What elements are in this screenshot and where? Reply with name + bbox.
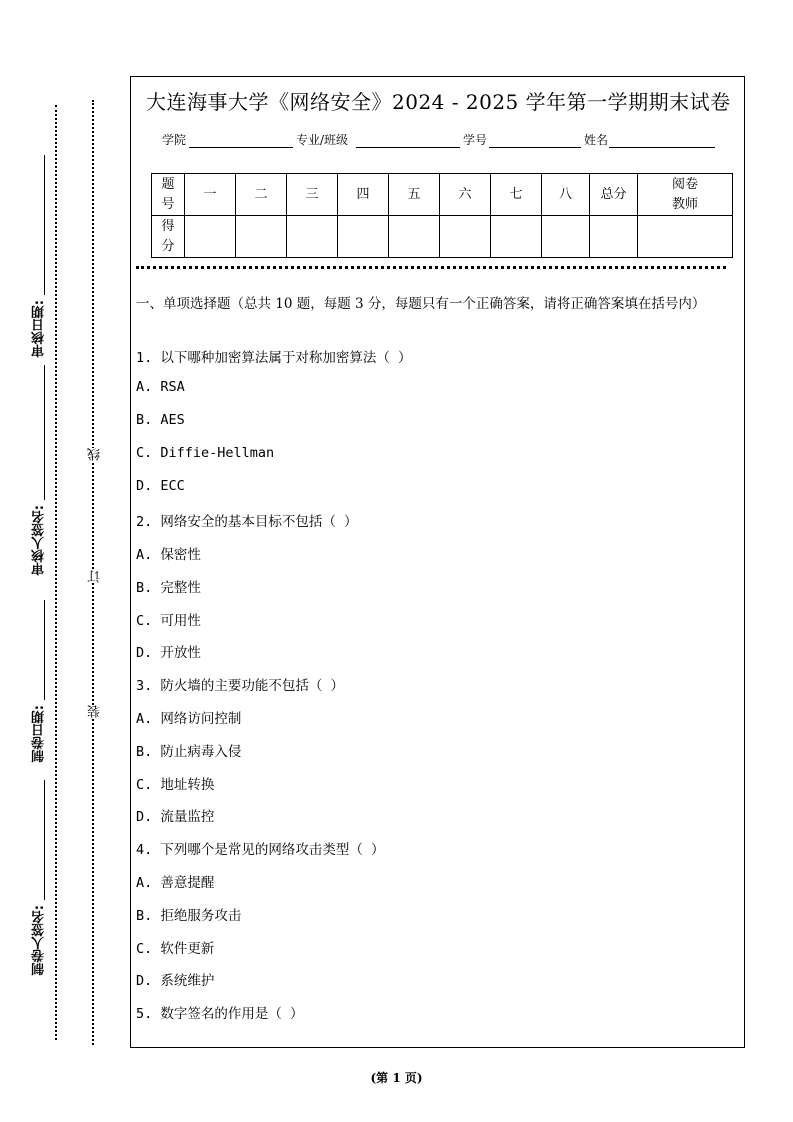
score-table	[151, 173, 733, 258]
column-3: 三	[287, 174, 338, 216]
score-cell-5[interactable]	[389, 216, 440, 258]
college-field[interactable]	[189, 147, 293, 148]
review-date-line	[44, 155, 45, 295]
question-line: 1. 以下哪种加密算法属于对称加密算法（ ）	[136, 350, 412, 366]
option-line: A. 网络访问控制	[136, 711, 242, 727]
question-line: 4. 下列哪个是常见的网络攻击类型（ ）	[136, 842, 385, 858]
score-cell-total[interactable]	[590, 216, 638, 258]
option-line: B. 防止病毒入侵	[136, 744, 242, 760]
column-7: 七	[491, 174, 542, 216]
column-2: 二	[236, 174, 287, 216]
option-line: C. 可用性	[136, 613, 201, 629]
make-date-label: 制卷日期:	[32, 705, 47, 763]
column-5: 五	[389, 174, 440, 216]
section-heading: 一、单项选择题（总共 10 题，每题 3 分，每题只有一个正确答案，请将正确答案填在括号内）	[136, 296, 706, 312]
student-id-label: 学号	[463, 133, 488, 147]
grader-label: 阅卷 教师	[638, 174, 733, 216]
option-line: C. 地址转换	[136, 777, 215, 793]
mount-char: 装	[88, 705, 103, 718]
column-total: 总分	[590, 174, 638, 216]
option-line: C. 软件更新	[136, 941, 215, 957]
maker-sign-line	[44, 780, 45, 900]
score-cell-3[interactable]	[287, 216, 338, 258]
exam-title: 大连海事大学《网络安全》2024 - 2025 学年第一学期期末试卷	[146, 90, 731, 114]
maker-sign-label: 制卷人签名:	[32, 905, 47, 976]
column-4: 四	[338, 174, 389, 216]
score-cell-6[interactable]	[440, 216, 491, 258]
question-number-label: 题号	[152, 174, 185, 216]
name-label: 姓名	[584, 133, 609, 147]
left-dotted-line	[55, 105, 57, 1040]
option-line: A. 善意提醒	[136, 875, 215, 891]
option-line: B. 完整性	[136, 580, 201, 596]
page-number: (第 1 页)	[370, 1071, 423, 1085]
column-1: 一	[185, 174, 236, 216]
column-6: 六	[440, 174, 491, 216]
question-line: 5. 数字签名的作用是（ ）	[136, 1006, 304, 1022]
score-cell-4[interactable]	[338, 216, 389, 258]
major-label: 专业/班级	[296, 133, 349, 147]
score-cell-7[interactable]	[491, 216, 542, 258]
option-line: C. Diffie-Hellman	[136, 445, 275, 461]
option-line: B. AES	[136, 412, 185, 428]
option-line: A. RSA	[136, 379, 185, 395]
reviewer-sign-line	[44, 365, 45, 500]
option-line: D. 流量监控	[136, 809, 215, 825]
score-cell-8[interactable]	[542, 216, 590, 258]
score-label: 得分	[152, 216, 185, 258]
option-line: B. 拒绝服务攻击	[136, 908, 242, 924]
bind-char: 订	[88, 570, 103, 583]
student-id-field[interactable]	[489, 147, 581, 148]
option-line: D. ECC	[136, 478, 185, 494]
column-8: 八	[542, 174, 590, 216]
make-date-line	[44, 600, 45, 700]
score-cell-2[interactable]	[236, 216, 287, 258]
question-number-row	[152, 174, 733, 216]
major-field[interactable]	[356, 147, 460, 148]
question-line: 3. 防火墙的主要功能不包括（ ）	[136, 678, 345, 694]
option-line: A. 保密性	[136, 547, 201, 563]
college-label: 学院	[162, 133, 187, 147]
option-line: D. 系统维护	[136, 973, 215, 989]
grader-cell[interactable]	[638, 216, 733, 258]
separator-dotted-line	[136, 266, 726, 269]
question-line: 2. 网络安全的基本目标不包括（ ）	[136, 514, 358, 530]
score-cell-1[interactable]	[185, 216, 236, 258]
name-field[interactable]	[609, 147, 715, 148]
line-char: 线	[88, 448, 103, 461]
option-line: D. 开放性	[136, 645, 201, 661]
score-row	[152, 216, 733, 258]
reviewer-sign-label: 审核人签名:	[32, 505, 47, 576]
review-date-label: 审核日期:	[32, 300, 47, 358]
